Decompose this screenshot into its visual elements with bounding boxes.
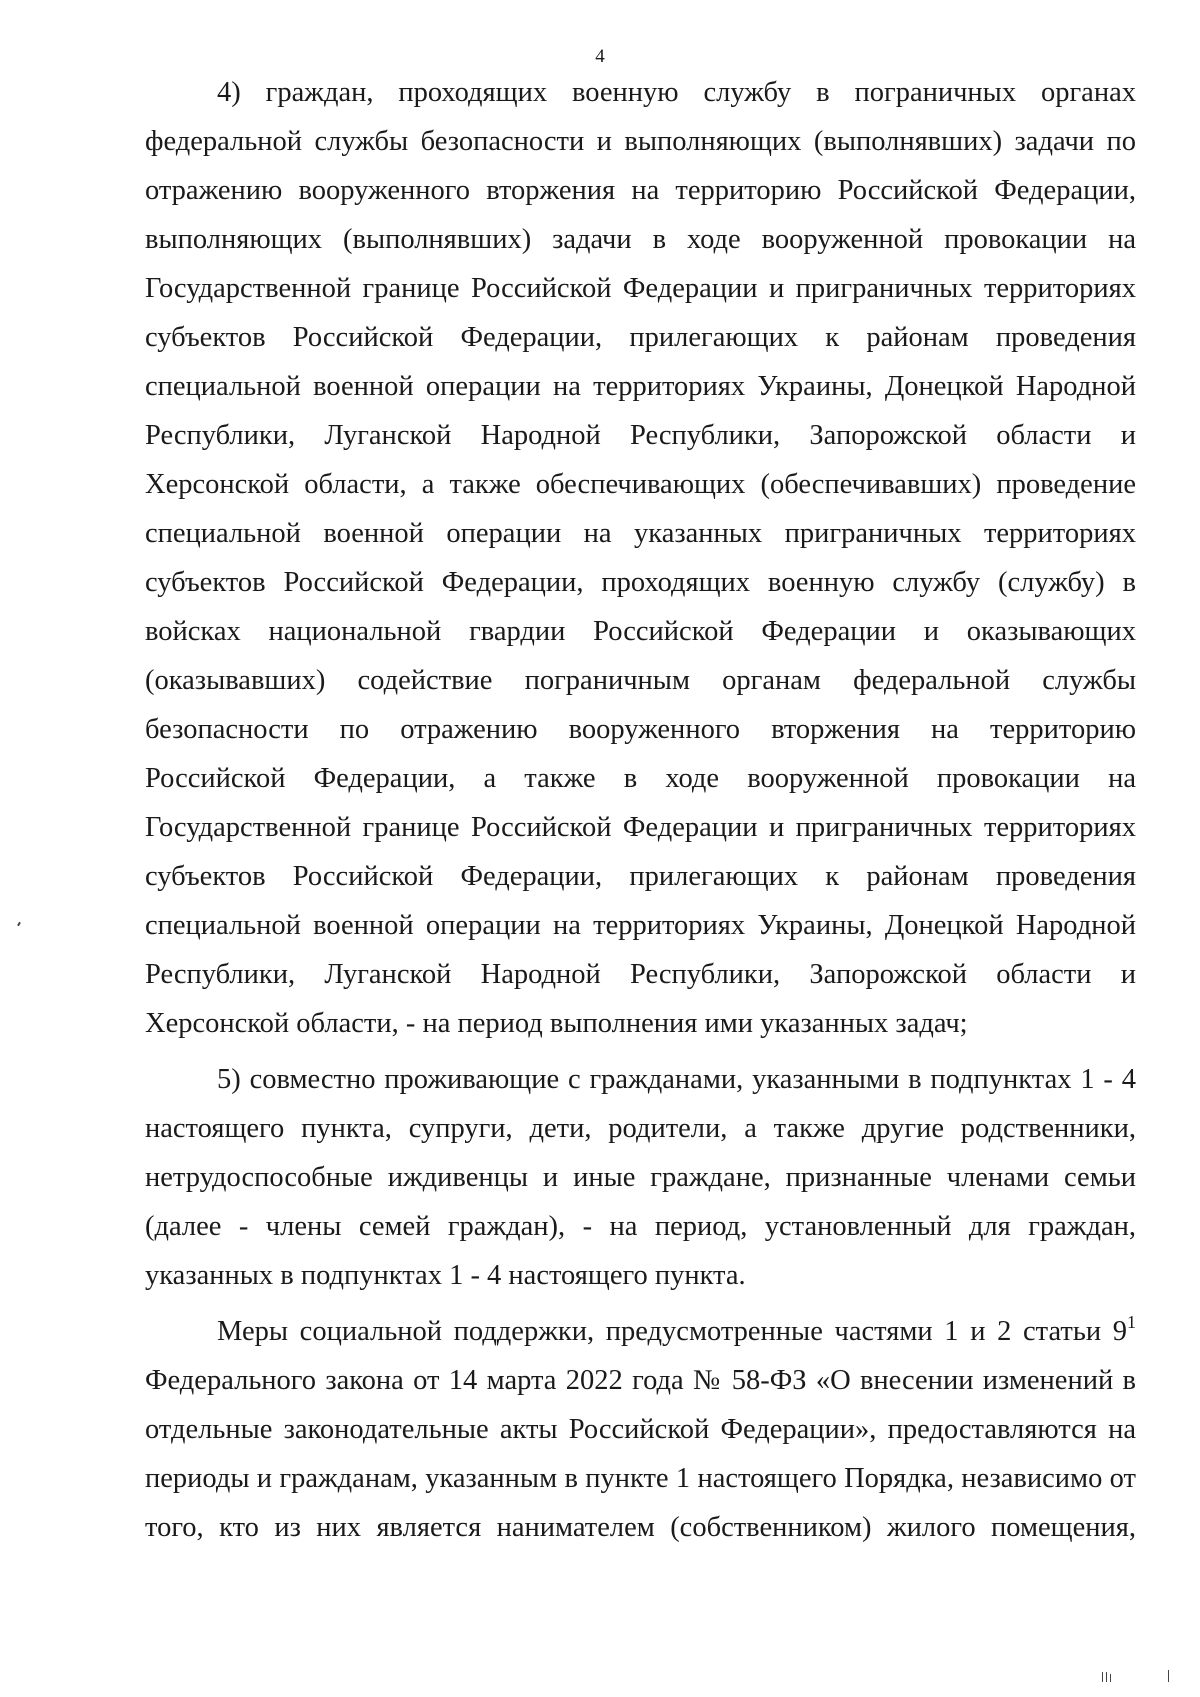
scan-artifact-mark (17, 922, 21, 926)
article-superscript: 1 (1127, 1312, 1136, 1332)
paragraph-subitem-5: 5) совместно проживающие с гражданами, указанными в подпунктах 1 - 4 настоящего пункта, супруги, дети, родители, а также другие родственники, нетрудоспособные иждивенцы и иные граждане, признанные членами семьи (далее - члены семей граждан), - на период, установленный для граждан, указанных в подпунктах 1 - 4 настоящего пункта. (145, 1064, 1136, 1291)
paragraph-subitem-4: 4) граждан, проходящих военную службу в пограничных органах федеральной службы безопасности и выполняющих (выполнявших) задачи по отражению вооруженного вторжения на территорию Российской Федерации, выполняющих (выполнявших) задачи в ходе вооруженной провокации на Государственной границе Российской Федерации и приграничных территориях субъектов Российской Федерации, прилегающих к районам проведения специальной военной операции на территориях Украины, Донецкой Народной Республики, Луганской Народной Республики, Запорожской области и Херсонской области, а также обеспечивающих (обеспечивавших) проведение специальной военной операции на указанных приграничных территориях субъектов Российской Федерации, проходящих военную службу (службу) в войсках национальной гвардии Российской Федерации и оказывающих (оказывавших) содействие пограничным органам федеральной службы безопасности по отражению вооруженного вторжения на территорию Российской Федерации, а также в ходе вооруженной провокации на Государственной границе Российской Федерации и приграничных территориях субъектов Российской Федерации, прилегающих к районам проведения специальной военной операции на территориях Украины, Донецкой Народной Республики, Луганской Народной Республики, Запорожской области и Херсонской области, - на период выполнения ими указанных задач; (145, 77, 1136, 1039)
page-number: 4 (595, 46, 605, 67)
paragraph-social-support (145, 1307, 1136, 1552)
paragraph-gap (145, 1300, 1136, 1307)
scan-artifact-mark (1110, 1674, 1111, 1682)
scan-artifact-mark (1168, 1670, 1169, 1682)
paragraph-text-start: Меры социальной поддержки, предусмотренные частями 1 и 2 статьи 9 (217, 1316, 1127, 1347)
document-body (145, 68, 1136, 1552)
scan-artifact-mark (1106, 1672, 1107, 1682)
paragraph-gap (145, 1048, 1136, 1055)
scan-artifact-mark (1102, 1672, 1103, 1682)
paragraph-text-end: Федерального закона от 14 марта 2022 года № 58-ФЗ «О внесении изменений в отдельные законодательные акты Российской Федерации», предоставляются на периоды и гражданам, указанным в пункте 1 настоящего Порядка, независимо от того, кто из них является нанимателем (собственником) жилого помещения, (145, 1365, 1136, 1543)
